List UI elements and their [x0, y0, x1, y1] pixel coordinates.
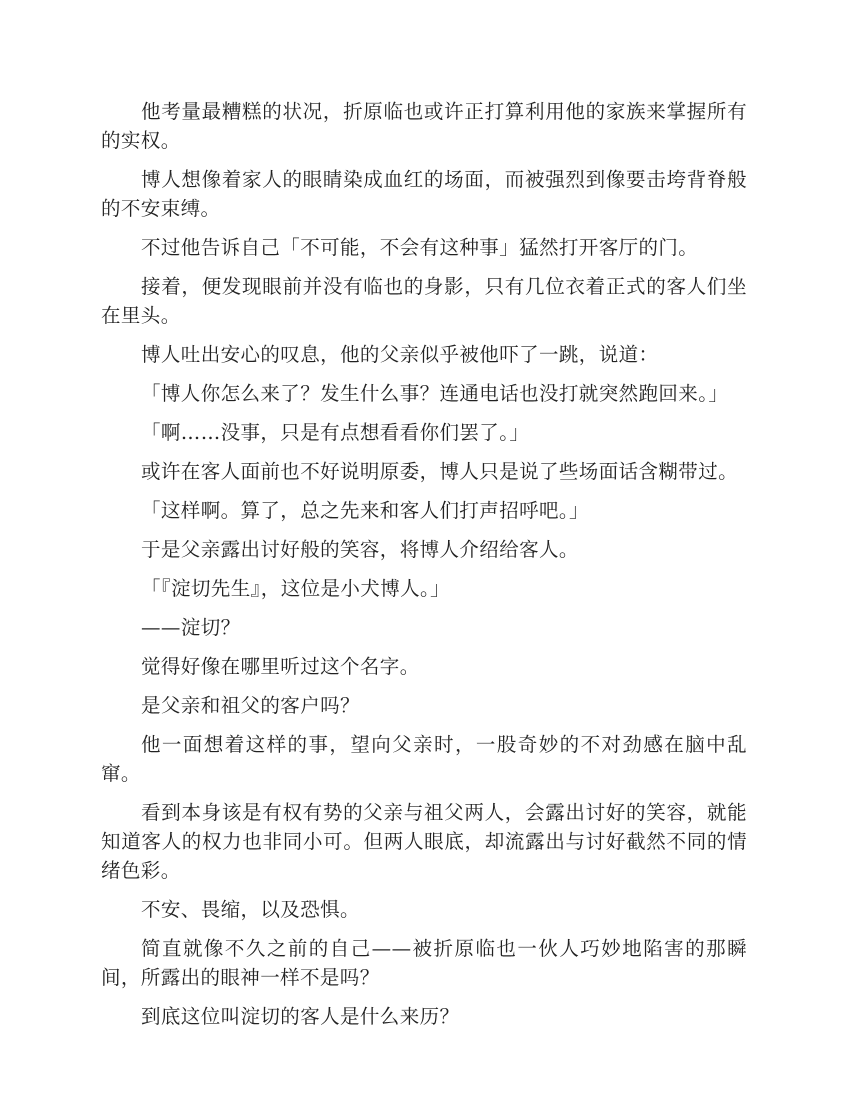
paragraph: 博人吐出安心的叹息，他的父亲似乎被他吓了一跳，说道： [141, 343, 659, 366]
paragraph: 看到本身该是有权有势的父亲与祖父两人，会露出讨好的笑容，就能知道客人的权力也非同小可。但两人眼底，却流露出与讨好截然不同的情绪色彩。 [101, 801, 747, 882]
paragraph: 不过他告诉自己「不可能，不会有这种事」猛然打开客厅的门。 [141, 236, 699, 259]
dialogue-paragraph: 「博人你怎么来了？发生什么事？连通电话也没打就突然跑回来。」 [141, 382, 729, 405]
dialogue-paragraph: 「这样啊。算了，总之先来和客人们打声招呼吧。」 [141, 499, 589, 522]
dialogue-paragraph: 「啊……没事，只是有点想看看你们罢了。」 [141, 421, 530, 444]
paragraph: 不安、畏缩，以及恐惧。 [141, 898, 360, 921]
document-page [101, 97, 747, 1041]
paragraph: 或许在客人面前也不好说明原委，博人只是说了些场面话含糊带过。 [141, 460, 739, 483]
paragraph: 博人想像着家人的眼睛染成血红的场面，而被强烈到像要击垮背脊般的不安束缚。 [101, 168, 747, 220]
paragraph: 是父亲和祖父的客户吗？ [141, 694, 360, 717]
paragraph: 于是父亲露出讨好般的笑容，将博人介绍给客人。 [141, 538, 579, 561]
paragraph: 简直就像不久之前的自己——被折原临也一伙人巧妙地陷害的那瞬间，所露出的眼神一样不是吗？ [101, 937, 747, 989]
dialogue-paragraph: 「『淀切先生』，这位是小犬博人。」 [141, 577, 451, 600]
paragraph: 到底这位叫淀切的客人是什么来历？ [141, 1005, 460, 1028]
paragraph: 觉得好像在哪里听过这个名字。 [141, 655, 420, 678]
paragraph: 他一面想着这样的事，望向父亲时，一股奇妙的不对劲感在脑中乱窜。 [101, 733, 747, 785]
paragraph: 他考量最糟糕的状况，折原临也或许正打算利用他的家族来掌握所有的实权。 [101, 100, 747, 152]
paragraph: ——淀切？ [141, 616, 241, 639]
paragraph: 接着，便发现眼前并没有临也的身影，只有几位衣着正式的客人们坐在里头。 [101, 275, 747, 327]
